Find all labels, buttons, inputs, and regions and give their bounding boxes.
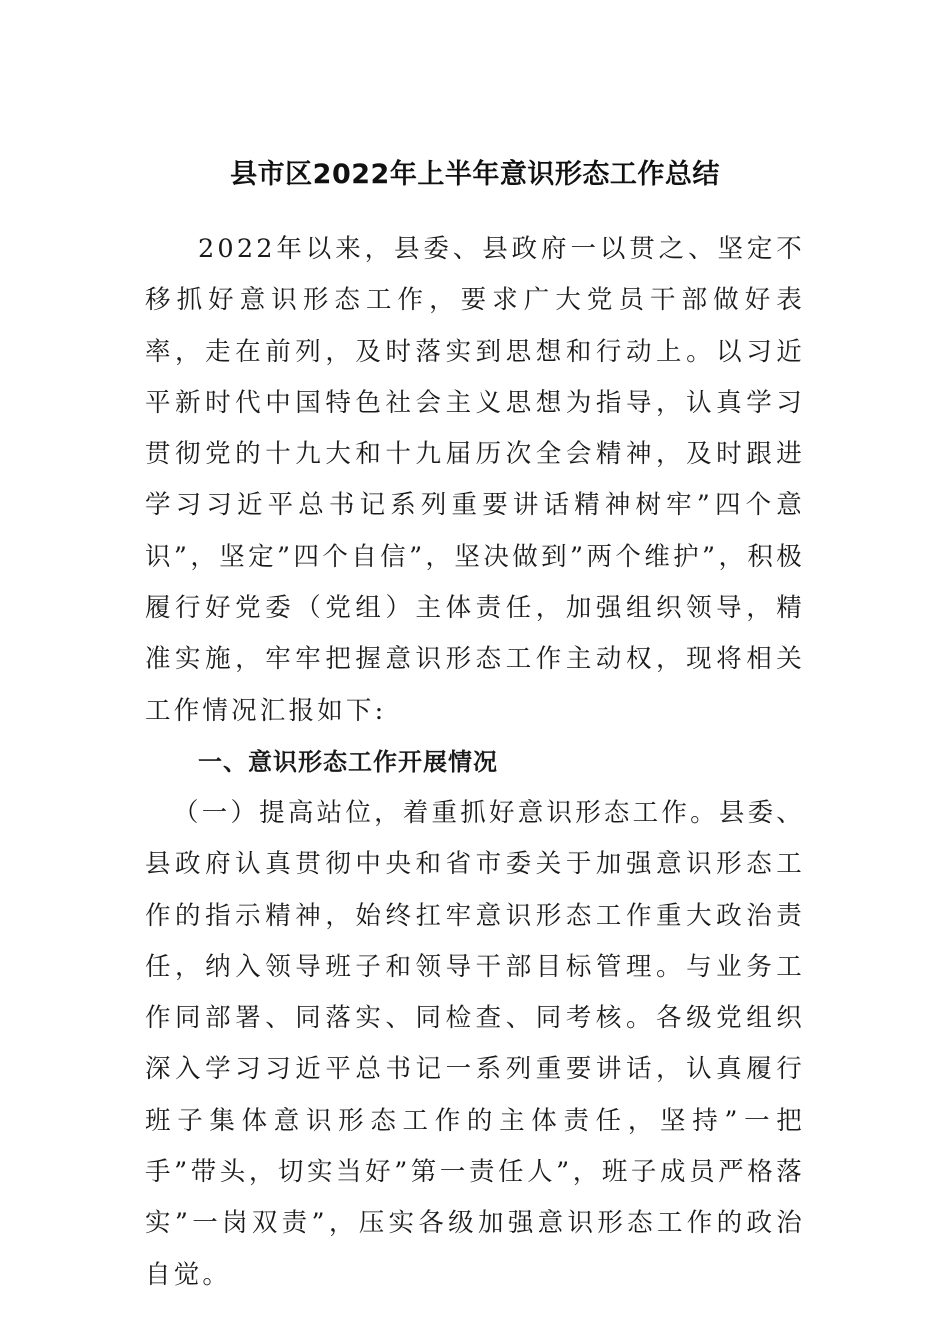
document-title: 县市区2022年上半年意识形态工作总结 (230, 159, 720, 190)
section-paragraph: （一）提高站位，着重抓好意识形态工作。县委、县政府认真贯彻中央和省市委关于加强意识形态工作的指示精神，始终扛牢意识形态工作重大政治责任，纳入领导班子和领导干部目标管理。与业务工作同部署、同落实、同检查、同考核。各级党组织深入学习习近平总书记一系列重要讲话，认真履行班子集体意识形态工作的主体责任，坚持”一把手”带头，切实当好”第一责任人”，班子成员严格落实”一岗双责”，压实各级加强意识形态工作的政治自觉。 (145, 797, 805, 1290)
intro-paragraph: 2022年以来，县委、县政府一以贯之、坚定不移抓好意识形态工作，要求广大党员干部做好表率，走在前列，及时落实到思想和行动上。以习近平新时代中国特色社会主义思想为指导，认真学习贯彻党的十九大和十九届历次全会精神，及时跟进学习习近平总书记系列重要讲话精神树牢”四个意识”，坚定”四个自信”，坚决做到”两个维护”，积极履行好党委（党组）主体责任，加强组织领导，精准实施，牢牢把握意识形态工作主动权，现将相关工作情况汇报如下: (145, 234, 805, 726)
section-heading: 一、意识形态工作开展情况 (198, 747, 498, 776)
document-body (145, 224, 805, 1301)
